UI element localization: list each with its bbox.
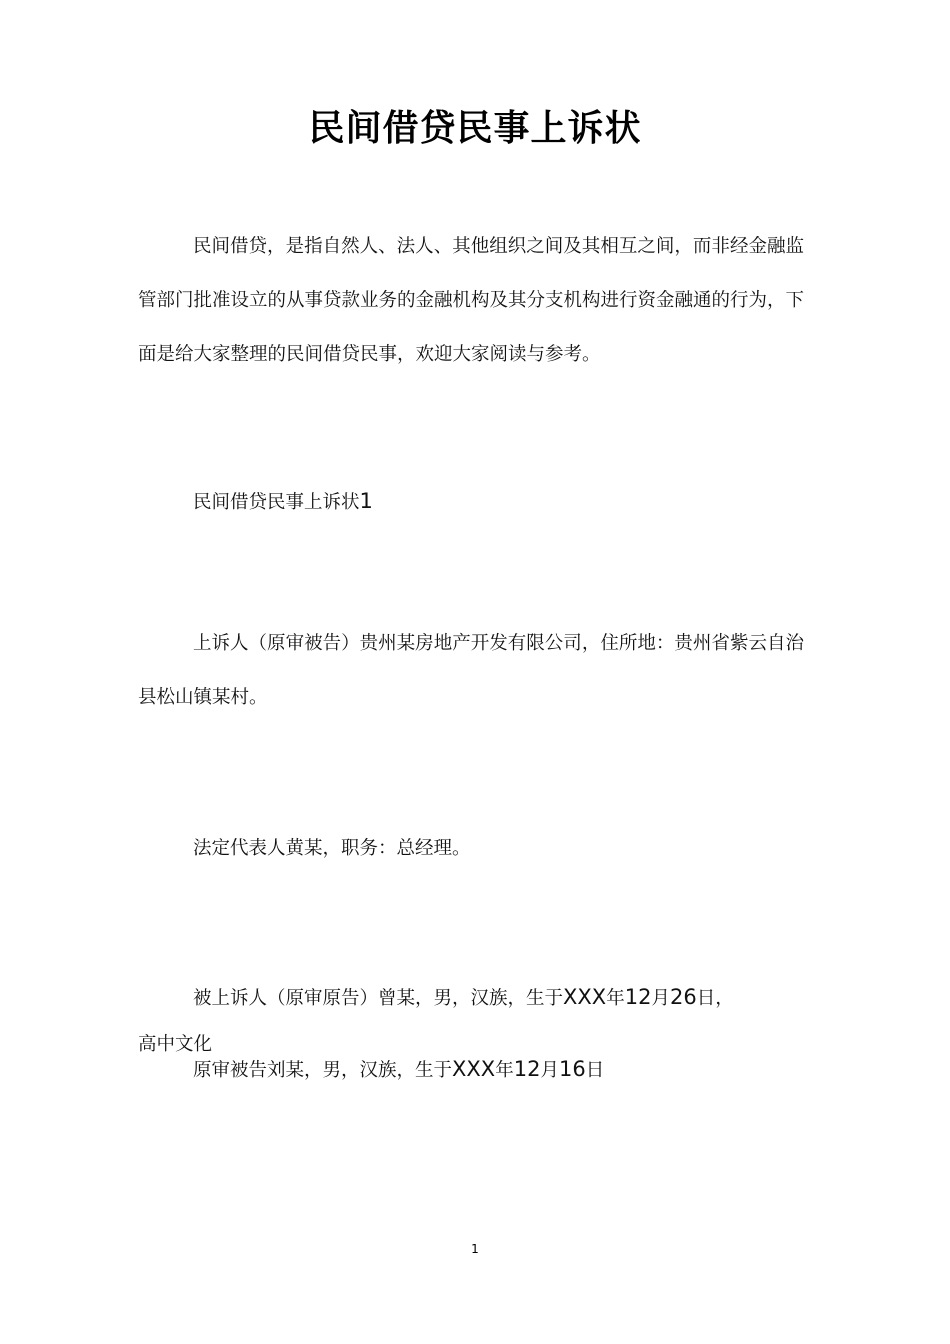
defendant-paragraph xyxy=(138,1042,804,1098)
year-label: 年 xyxy=(606,988,625,1009)
section-heading-number: 1 xyxy=(359,489,373,513)
appellee-birth-month: 12 xyxy=(624,985,652,1009)
defendant-birth-month: 12 xyxy=(513,1057,541,1081)
page-number: 1 xyxy=(471,1242,479,1256)
year-label: 年 xyxy=(495,1060,514,1081)
section-heading-text: 民间借贷民事上诉状 xyxy=(193,492,360,513)
appellee-birth-day: 26 xyxy=(669,985,697,1009)
defendant-birth-year: XXX xyxy=(452,1057,496,1081)
month-label: 月 xyxy=(651,988,670,1009)
appellee-text: 被上诉人（原审原告）曾某，男，汉族，生于 xyxy=(193,988,564,1009)
defendant-text: 原审被告刘某，男，汉族，生于 xyxy=(193,1060,453,1081)
day-label: 日， xyxy=(696,988,734,1009)
appellant-paragraph: 上诉人（原审被告）贵州某房地产开发有限公司，住所地：贵州省紫云自治县松山镇某村。 xyxy=(138,633,804,708)
defendant-birth-day: 16 xyxy=(558,1057,586,1081)
legal-rep-paragraph: 法定代表人黄某，职务：总经理。 xyxy=(193,838,471,859)
intro-paragraph: 民间借贷，是指自然人、法人、其他组织之间及其相互之间，而非经金融监管部门批准设立的从事贷款业务的金融机构及其分支机构进行资金融通的行为，下面是给大家整理的民间借贷民事，欢迎大家阅读与参考。 xyxy=(138,236,805,365)
document-title: 民间借贷民事上诉状 xyxy=(308,108,642,149)
appellee-birth-year: XXX xyxy=(563,985,607,1009)
section-heading xyxy=(138,474,804,530)
day-label: 日 xyxy=(585,1060,605,1081)
month-label: 月 xyxy=(540,1060,559,1081)
appellee-education: 高中文化 xyxy=(138,1034,213,1055)
